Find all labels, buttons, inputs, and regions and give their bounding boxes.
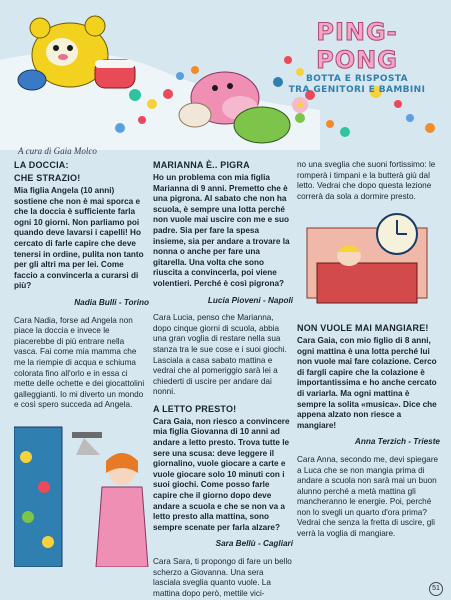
brand-subtitle-line2: TRA GENITORI E BAMBINI	[288, 85, 426, 95]
parent-letter: Ho un problema con mia figlia Marianna di 9 anni. Premetto che è una pigrona. Al sabato che non ha scuola, è sempre una lotta perché non vuole mai uscire con me e suo padre. Sia per fare la spesa insieme, sia per andare a trovare la nonna o anche per fare una gitarella. Una volta che sono riuscita a convincerla, poi viene volentieri. Perché è così pigrona?	[153, 173, 290, 288]
girl-in-bed-illustration	[297, 208, 440, 313]
letter-signature: Nadia Bulli - Torino	[74, 297, 149, 307]
child-reply: Cara Anna, secondo me, devi spiegare a Luca che se non mangia prima di andare a scuola non sarà mai un buon alunno perché a metà mattina gli mancheranno le energie. Poi, perché non lo svegli un quarto d'ora prima? Vedrai che senza la fretta di uscire, gli verrà la voglia di mangiare.	[297, 454, 439, 539]
child-reply-continued: no una sveglia che suoni fortissimo: le romperà i timpani e la butterà giù dal letto. Vedrai che dopo questa lezione correrà da sola a dormire presto.	[297, 160, 436, 201]
article-heading-letto: A LETTO PRESTO!	[153, 403, 237, 414]
column-3	[297, 160, 440, 546]
editor-credit: A cura di Gaia Molco	[18, 146, 97, 156]
girl-shower-illustration	[14, 417, 149, 567]
letter-signature: Sara Bellù - Cagliari	[215, 539, 293, 549]
child-reply: Cara Sara, ti propongo di fare un bello scherzo a Giovanna. Una sera lasciala sveglia quanto vuole. La mattina dopo però, mettile vici-	[153, 557, 292, 598]
child-reply: Cara Lucia, penso che Marianna, dopo cinque giorni di scuola, abbia una gran voglia di restare nella sua stanza tra le sue cose e i suoi giochi. Lasciala a casa sabato mattina e vedrai che al pomeriggio sarà lei a chiederti di uscire per andare dai nonni.	[153, 313, 287, 397]
letter-signature: Lucia Pioveni - Napoli	[207, 295, 293, 305]
letter-signature: Anna Terzich - Trieste	[354, 437, 440, 447]
parent-letter: Mia figlia Angela (10 anni) sostiene che non è mai sporca e che la doccia è sufficiente farla ogni 10 giorni. Non parliamo poi quando deve lavarsi i capelli! Ho cercato di farle capire che deve tenersi in ordine, pulita non tanto per gli altri ma per lei. Come faccio a convincerla a curarsi di più?	[14, 186, 144, 291]
page-number: 51	[429, 582, 443, 596]
parent-letter: Cara Gaia, non riesco a convincere mia figlia Giovanna di 10 anni ad andare a letto presto. Trova tutte le sere una scusa: deve leggere il giornalino, vuole giocare a carte e vuole giocare solo 10 minuti con i suoi giochi. Come posso farle capire che il giorno dopo deve andare a scuola e che se non va a letto presto alla mattina, sono sempre scenate per farla alzare?	[153, 416, 290, 532]
article-heading-doccia-line1: LA DOCCIA:	[14, 160, 69, 170]
article-heading-mangiare: NON VUOLE MAI MANGIARE!	[297, 322, 429, 333]
parent-letter: Cara Gaia, con mio figlio di 8 anni, ogni mattina è una lotta perché lui non vuole mai fare colazione. Cerco di fargli capire che la colazione è importantissima e ho anche cercato di variarla. Ma ogni mattina è sempre la solita «musica». Dice che appena alzato non riesce a mangiare!	[297, 335, 437, 430]
child-reply: Cara Nadia, forse ad Angela non piace la doccia e invece le piacerebbe di più entrare nella vasca. Fai come mia mamma che me la riempie di acqua e schiuma colorata fino all'orlo e in essa ci mette delle ochette e dei giocattolini galleggianti. Io mi diverto un mondo e così spero succeda ad Angela.	[14, 315, 145, 410]
column-brand	[277, 18, 437, 96]
column-1	[14, 160, 149, 570]
brand-subtitle-line1: BOTTA E RISPOSTA	[306, 74, 408, 84]
brand-title: PING-PONG	[316, 18, 398, 74]
article-heading-pigra: MARIANNA È.. PIGRA	[153, 160, 250, 170]
article-heading-doccia-line2: CHE STRAZIO!	[14, 173, 81, 183]
column-2	[153, 160, 293, 600]
